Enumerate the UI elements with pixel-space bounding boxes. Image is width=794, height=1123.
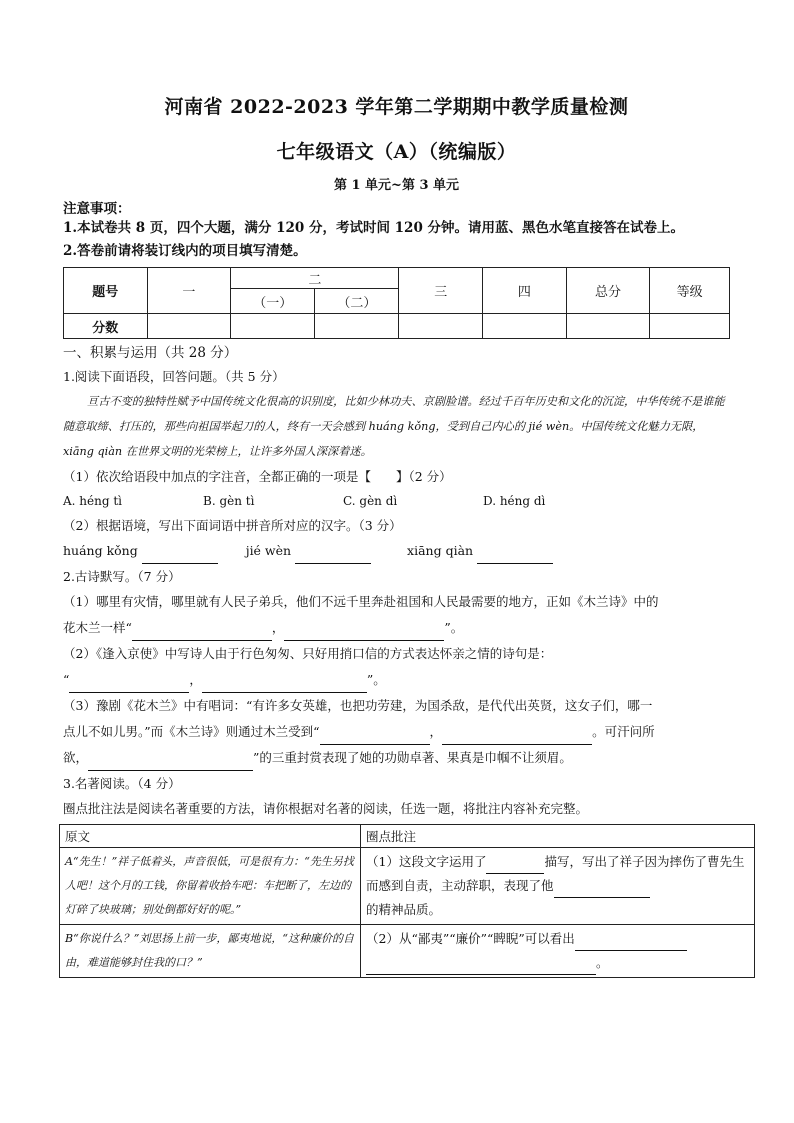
comma: ， bbox=[429, 724, 443, 739]
exam-subtitle: 七年级语文（A）（统编版） bbox=[276, 141, 517, 163]
q2-p3-line2 bbox=[63, 745, 730, 771]
q2-p3a: （3）豫剧《花木兰》中有唱词：“有许多女英雄，也把功劳建，为国杀敌，是代代出英贤，这女子们，哪一 bbox=[63, 698, 653, 713]
answer-blank[interactable] bbox=[442, 729, 592, 745]
q2-p3b: 点儿不如儿男。”而《木兰诗》则通过木兰受到“ bbox=[63, 724, 320, 739]
close-quote: ”。 bbox=[366, 672, 386, 687]
q2-p3-line bbox=[63, 719, 730, 745]
comma: ， bbox=[189, 672, 202, 687]
answer-blank[interactable] bbox=[366, 959, 596, 975]
score-cell[interactable] bbox=[650, 314, 730, 339]
anno-row-b-text: B“你说什么？”刘思扬上前一步，鄙夷地说，“这种廉价的自由，难道能够封住我的口？” bbox=[60, 925, 361, 978]
q2-p1b: 花木兰一样“ bbox=[63, 620, 132, 635]
score-table bbox=[63, 267, 730, 339]
score-cell[interactable] bbox=[315, 314, 399, 339]
score-col-4: 四 bbox=[483, 268, 567, 314]
q1-passage: 亘古不变的独特性赋予中国传统文化很高的识别度，比如少林功夫、京剧脸谱。经过千百年历史和文化的沉淀，中华传统不是谁能随意取缔、打压的，那些向祖国举起刀的人，终有一天会感到 huáng kǒng，受到自己内心的 jié wèn。中国传统文化魅力无限，xiāng qiàn 在世界文明的光荣榜上，让许多外国人深深着迷。 bbox=[63, 395, 725, 458]
anno-col-original: 原文 bbox=[60, 825, 361, 848]
answer-blank[interactable] bbox=[320, 729, 430, 745]
pinyin-1: huáng kǒng bbox=[63, 543, 138, 558]
score-col-2: 二 bbox=[231, 268, 399, 289]
open-quote: “ bbox=[63, 672, 70, 687]
q2-p1a: （1）哪里有灾情，哪里就有人民子弟兵，他们不远千里奔赴祖国和人民最需要的地方，正如《木兰诗》中的 bbox=[63, 594, 659, 609]
row-b-note-2: 。 bbox=[596, 955, 609, 970]
score-table-header: 题号 bbox=[64, 268, 148, 314]
q2-p1-line bbox=[63, 615, 730, 641]
exam-title: 河南省 2022-2023 学年第二学期期中教学质量检测 bbox=[164, 96, 629, 118]
row-a-note-1: （1）这段文字运用了 bbox=[366, 854, 487, 869]
pinyin-blanks bbox=[63, 538, 730, 564]
answer-blank[interactable] bbox=[554, 882, 650, 898]
option-a[interactable]: A. héng tì bbox=[63, 494, 123, 508]
score-col-1: 一 bbox=[147, 268, 231, 314]
answer-blank[interactable] bbox=[142, 548, 218, 564]
pinyin-2: jié wèn bbox=[245, 543, 292, 558]
anno-row-b-note bbox=[361, 925, 755, 978]
q2-p3c: 。可汗问所 bbox=[592, 724, 655, 739]
q2-p3d: 欲， bbox=[63, 750, 89, 765]
q3-intro: 圈点批注法是阅读名著重要的方法，请你根据对名著的阅读，任选一题，将批注内容补充完整。 bbox=[63, 801, 589, 816]
option-b[interactable]: B. gèn tì bbox=[203, 494, 255, 508]
answer-blank[interactable] bbox=[202, 677, 367, 693]
answer-blank[interactable] bbox=[486, 858, 544, 874]
row-a-note-2: 描写，写出了祥子因为摔伤了曹先生而感到自责，主动辞职，表现了他 bbox=[366, 854, 745, 893]
q1-sub2: （2）根据语境，写出下面词语中拼音所对应的汉字。（3 分） bbox=[63, 518, 402, 533]
exam-scope: 第 1 单元~第 3 单元 bbox=[333, 178, 460, 193]
comma: ， bbox=[271, 620, 285, 635]
answer-blank[interactable] bbox=[69, 677, 189, 693]
pinyin-3: xiāng qiàn bbox=[407, 543, 474, 558]
q1-stem: 1.阅读下面语段，回答问题。（共 5 分） bbox=[63, 369, 285, 384]
annotation-table bbox=[59, 824, 755, 978]
score-col-3: 三 bbox=[399, 268, 483, 314]
score-cell[interactable] bbox=[483, 314, 567, 339]
score-col-total: 总分 bbox=[566, 268, 650, 314]
score-cell[interactable] bbox=[147, 314, 231, 339]
anno-col-note: 圈点批注 bbox=[361, 825, 755, 848]
score-col-grade: 等级 bbox=[650, 268, 730, 314]
anno-row-a-note bbox=[361, 848, 755, 925]
answer-blank[interactable] bbox=[575, 935, 687, 951]
answer-blank[interactable] bbox=[284, 625, 444, 641]
q2-p2-line bbox=[63, 667, 730, 693]
score-row-label: 分数 bbox=[64, 314, 148, 339]
q1-options bbox=[63, 489, 730, 513]
close-quote: ”。 bbox=[444, 620, 464, 635]
section-1-heading: 一、积累与运用（共 28 分） bbox=[63, 345, 238, 361]
notes-heading: 注意事项： bbox=[63, 201, 131, 217]
note-item-1: 1.本试卷共 8 页，四个大题，满分 120 分，考试时间 120 分钟。请用蓝、黑色水笔直接答在试卷上。 bbox=[63, 220, 685, 236]
q2-p2a: （2）《逢入京使》中写诗人由于行色匆匆、只好用捎口信的方式表达怀亲之情的诗句是： bbox=[63, 646, 553, 661]
score-cell[interactable] bbox=[566, 314, 650, 339]
answer-blank[interactable] bbox=[132, 625, 272, 641]
answer-blank[interactable] bbox=[477, 548, 553, 564]
q2-stem: 2.古诗默写。（7 分） bbox=[63, 569, 181, 584]
row-a-note-3: 的精神品质。 bbox=[366, 902, 442, 917]
score-col-2a: （一） bbox=[231, 289, 315, 314]
row-b-note-1: （2）从“鄙夷”“廉价”“睥睨”可以看出 bbox=[366, 931, 575, 946]
answer-blank[interactable] bbox=[295, 548, 371, 564]
exam-page bbox=[63, 92, 745, 978]
anno-row-a-text: A“先生！”祥子低着头，声音很低，可是很有力：“先生另找人吧！这个月的工钱，你留着收拾车吧：车把断了，左边的灯碎了块玻璃；别处倒都好好的呢。” bbox=[60, 848, 361, 925]
score-col-2b: （二） bbox=[315, 289, 399, 314]
option-d[interactable]: D. héng dì bbox=[483, 494, 546, 508]
score-cell[interactable] bbox=[231, 314, 315, 339]
option-c[interactable]: C. gèn dì bbox=[343, 494, 398, 508]
answer-blank[interactable] bbox=[88, 755, 253, 771]
note-item-2: 2.答卷前请将装订线内的项目填写清楚。 bbox=[63, 243, 307, 259]
score-cell[interactable] bbox=[399, 314, 483, 339]
q1-sub1: （1）依次给语段中加点的字注音，全都正确的一项是【 】（2 分） bbox=[63, 469, 452, 484]
q3-stem: 3.名著阅读。（4 分） bbox=[63, 776, 181, 791]
q2-p3e: ”的三重封赏表现了她的功勋卓著、果真是巾帼不让须眉。 bbox=[253, 750, 572, 765]
